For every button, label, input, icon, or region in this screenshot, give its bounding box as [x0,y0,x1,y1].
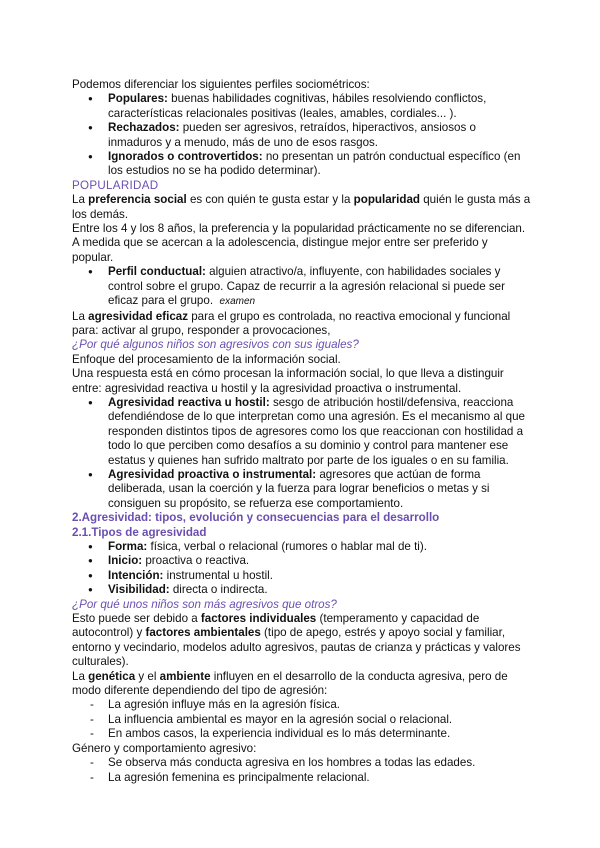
sociometric-profiles-list [72,92,532,178]
list-item: ● Forma: física, verbal o relacional (rumores o hablar mal de ti). [72,540,532,554]
list-item: ● Agresividad proactiva o instrumental: agresores que actúan de forma deliberada, usan la coerción y la fuerza para lograr beneficios o metas y si consiguen su propósito, se refuerza ese comportamiento. [72,468,532,511]
list-item: ● Agresividad reactiva u hostil: sesgo de atribución hostil/defensiva, reacciona defendiéndose de lo que interpretan como una agresión. Es el mecanismo al que responden distintos tipos de agresores como los que reaccionan con hostilidad a todo lo que perciben como desafíos a su dominio y control para mantener ese estatus y quienes han sufrido maltrato por parte de los iguales o en su familia. [72,396,532,468]
preference-paragraph: La preferencia social es con quién te gusta estar y la popularidad quién le gusta más a los demás. [72,193,531,221]
list-item: ● Inicio: proactiva o reactiva. [72,554,532,568]
list-item: - En ambos casos, la experiencia individual es lo más determinante. [72,727,532,741]
genetics-paragraph: La genética y el ambiente influyen en el desarrollo de la conducta agresiva, pero de modo diferente dependiendo del tipo de agresión: [72,669,508,698]
list-item: - La agresión influye más en la agresión física. [72,698,532,712]
list-item: - Se observa más conducta agresiva en los hombres a todas las edades. [72,756,532,770]
genetics-dash-list [72,698,532,741]
list-item: ● Populares: buenas habilidades cognitivas, hábiles resolviendo conflictos, características relacionales positivas (leales, amables, cordiales... ). [72,92,532,121]
ages-paragraph: Entre los 4 y los 8 años, la preferencia y la popularidad prácticamente no se diferencian. A medida que se acercan a la adolescencia, distingue mejor entre ser preferido y popular. [72,222,526,264]
question-heading: ¿Por qué algunos niños son agresivos con sus iguales? [72,338,359,352]
list-item: ● Ignorados o controvertidos: no presentan un patrón conductual específico (en los estudios no se ha podido determinar). [72,150,532,179]
list-item: - La agresión femenina es principalmente relacional. [72,771,532,785]
list-item: ● Intención: instrumental u hostil. [72,569,532,583]
list-item: ● Perfil conductual: alguien atractivo/a, influyente, con habilidades sociales y control sobre el grupo. Capaz de recurrir a la agresión relacional si puede ser eficaz para el grupo. examen [72,265,532,309]
gender-dash-list [72,756,532,785]
section-heading: 2.Agresividad: tipos, evolución y consecuencias para el desarrollo [72,511,440,525]
gender-paragraph: Género y comportamiento agresivo: [72,741,257,755]
document-page [72,78,532,785]
aggression-kinds-list [72,540,532,598]
aggression-types-list [72,396,532,511]
list-item: - La influencia ambiental es mayor en la agresión social o relacional. [72,713,532,727]
popularity-heading: POPULARIDAD [72,178,159,192]
list-item: ● Visibilidad: directa o indirecta. [72,583,532,597]
list-item: ● Rechazados: pueden ser agresivos, retraídos, hiperactivos, ansiosos o inmaduros y a menudo, más de uno de esos rasgos. [72,121,532,150]
intro-paragraph: Podemos diferenciar los siguientes perfiles sociométricos: [72,78,370,91]
effective-aggression-paragraph: La agresividad eficaz para el grupo es controlada, no reactiva emocional y funcional para: activar al grupo, responder a provocaciones, [72,309,511,337]
question-heading: ¿Por qué unos niños son más agresivos que otros? [72,597,337,611]
exam-note: examen [219,296,256,308]
approach-paragraph: Enfoque del procesamiento de la información social. [72,352,341,366]
behavior-profile-list [72,265,532,309]
subsection-heading: 2.1.Tipos de agresividad [72,525,207,539]
answer-paragraph: Una respuesta está en cómo procesan la información social, lo que lleva a distinguir entre: agresividad reactiva u hostil y la agresividad proactiva o instrumental. [72,367,504,395]
factors-paragraph: Esto puede ser debido a factores individuales (temperamento y capacidad de autocontrol) y factores ambientales (tipo de apego, estrés y apoyo social y familiar, entorno y vecindario, modelos adulto agresivos, pautas de crianza y prácticas y valores culturales). [72,612,521,669]
